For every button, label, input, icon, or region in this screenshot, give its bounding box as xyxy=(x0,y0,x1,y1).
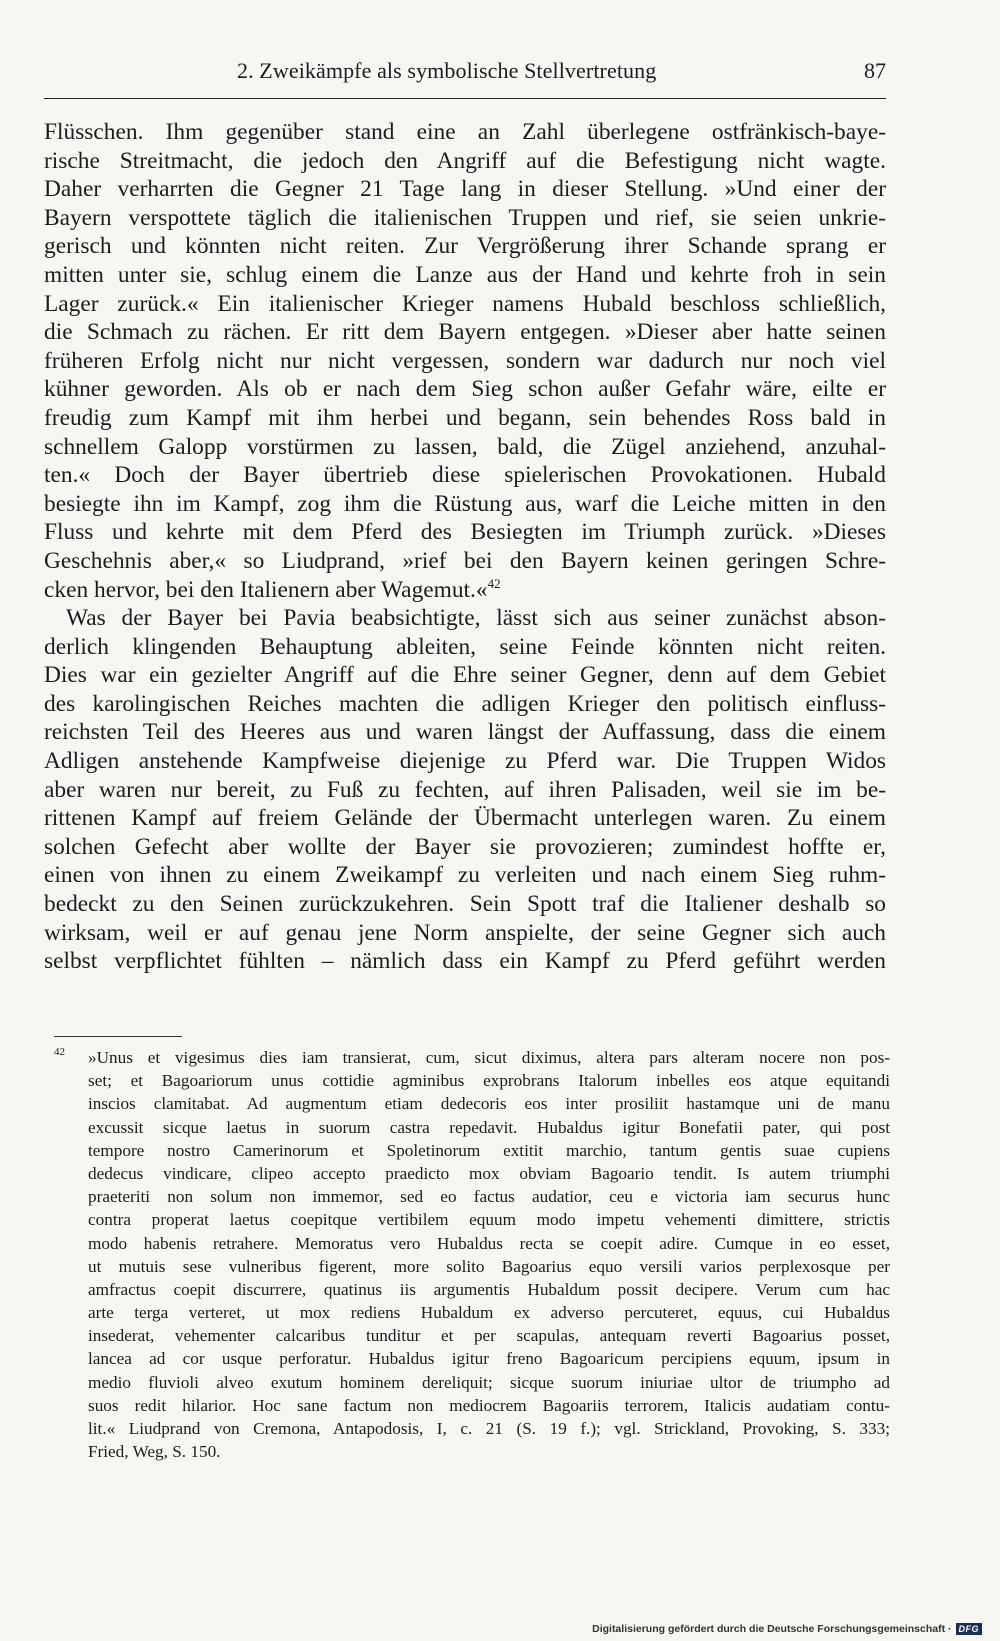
footnote-line: medio fluvioli alveo exutum hominem dereliquit; sicque suorum iniuriae ultor de triumpho ad xyxy=(88,1372,890,1392)
footnote-line: Fried, Weg, S. 150. xyxy=(88,1442,221,1462)
footnote-line: set; et Bagoariorum unus cottidie agminibus exprobrans Italorum inbelles eos atque equitandi xyxy=(88,1071,890,1091)
text-line: mitten unter sie, schlug einem die Lanze aus der Hand und kehrte froh in sein xyxy=(44,261,886,288)
text-line: solchen Gefecht aber wollte der Bayer sie provozieren; zumindest hoffte er, xyxy=(44,833,886,860)
footnote-line: lit.« Liudprand von Cremona, Antapodosis, I, c. 21 (S. 19 f.); vgl. Strickland, Provoking, S. 333; xyxy=(88,1419,890,1438)
text-line: einen von ihnen zu einem Zweikampf zu verleiten und nach einem Sieg ruhm- xyxy=(44,862,886,889)
text-line: Daher verharrten die Gegner 21 Tage lang in dieser Stellung. »Und einer der xyxy=(44,176,886,203)
footnote-line: suos redit hilarior. Hoc sane factum non mediocrem Bagoariis terrorem, Italicis audatiam contu- xyxy=(88,1395,890,1415)
text-line: Adligen anstehende Kampfweise diejenige zu Pferd war. Die Truppen Widos xyxy=(44,748,886,775)
footnote-line: excussit sicque laetus in suorum castra repedavit. Hubaldus igitur Bonefatii pater, qui post xyxy=(88,1117,890,1137)
footnote-line: amfractus coepit discurrere, quatinus iis argumentis Hubaldum possit decipere. Verum cum hac xyxy=(88,1279,890,1299)
footnote-line: lancea ad cor usque perforatur. Hubaldus igitur freno Bagoaricum percipiens equum, ipsum in xyxy=(88,1349,890,1369)
text-line: Geschehnis aber,« so Liudprand, »rief bei den Bayern keinen geringen Schre- xyxy=(44,547,886,574)
page-number: 87 xyxy=(864,58,886,83)
text-line: des karolingischen Reiches machten die adligen Krieger den politisch einfluss- xyxy=(44,690,886,717)
text-line: Bayern verspottete täglich die italienischen Truppen und rief, sie seien unkrie- xyxy=(44,204,886,231)
text-line: cken hervor, bei den Italienern aber Wagemut.«$^{42}$ xyxy=(44,575,501,603)
footnote-line: arte terga verteret, ut mox rediens Hubaldum ex adverso percuteret, equus, cui Hubaldus xyxy=(88,1303,890,1323)
text-line: Fluss und kehrte mit dem Pferd des Besiegten im Triumph zurück. »Dieses xyxy=(44,519,886,546)
main-text xyxy=(44,118,886,976)
footnote-text xyxy=(58,1046,890,1463)
footnote-line: »Unus et vigesimus dies iam transierat, cum, sicut diximus, altera pars alteram nocere non pos- xyxy=(88,1048,890,1067)
text-line: die Schmach zu rächen. Er ritt dem Bayern entgegen. »Dieser aber hatte seinen xyxy=(44,319,886,346)
footnote-line: dedecus vindicare, clipeo accepto praedicto mox obviam Bagoario tendit. Is autem triumphi xyxy=(88,1163,890,1183)
credit-text: Digitalisierung gefördert durch die Deutsche Forschungsgemeinschaft · xyxy=(592,1623,952,1635)
text-line: gerisch und könnten nicht reiten. Zur Vergrößerung ihrer Schande sprang er xyxy=(44,233,886,260)
text-line: Flüsschen. Ihm gegenüber stand eine an Zahl überlegene ostfränkisch-baye- xyxy=(44,119,886,145)
text-line: wirksam, weil er auf genau jene Norm anspielte, der seine Gegner sich auch xyxy=(44,919,886,946)
running-head: 2. Zweikämpfe als symbolische Stellvertretung xyxy=(237,58,657,83)
footnote-line: contra properat laetus coepitque vertibilem equum modo impetu vehementi dimittere, strictis xyxy=(88,1210,890,1230)
text-line: selbst verpflichtet fühlten – nämlich dass ein Kampf zu Pferd geführt werden xyxy=(44,948,886,975)
footnote-line: inscios clamitabat. Ad augmentum etiam dedecoris eos inter prosiliit hastamque uni de manu xyxy=(88,1094,890,1114)
page-header xyxy=(44,58,886,99)
text-line: freudig zum Kampf mit ihm herbei und begann, sein behendes Ross bald in xyxy=(44,404,886,431)
footnote-line: tempore nostro Camerinorum et Spoletinorum extitit marchio, tantum gentis suae cupiens xyxy=(88,1140,890,1160)
text-line: reichsten Teil des Heeres aus und waren längst der Auffassung, dass die einem xyxy=(44,719,886,746)
footnote-line: praeteriti non solum non immemor, sed eo factus audatior, ceu e victoria iam securus hunc xyxy=(88,1187,890,1207)
text-line: früheren Erfolg nicht nur nicht vergessen, sondern war dadurch nur noch viel xyxy=(44,347,886,374)
text-line: bedeckt zu den Seinen zurückzukehren. Sein Spott traf die Italiener deshalb so xyxy=(44,891,886,918)
footnote-number: 42 xyxy=(54,1046,65,1058)
text-line: schnellem Galopp vorstürmen zu lassen, bald, die Zügel anziehend, anzuhal- xyxy=(44,433,886,460)
text-line: Lager zurück.« Ein italienischer Krieger namens Hubald beschloss schließlich, xyxy=(44,290,886,317)
footnote-line: modo habenis retrahere. Memoratus vero Hubaldus recta se coepit adire. Cumque in eo esset, xyxy=(88,1233,890,1253)
text-line: rittenen Kampf auf freiem Gelände der Übermacht unterlegen waren. Zu einem xyxy=(44,805,886,832)
text-line: kühner geworden. Als ob er nach dem Sieg schon außer Gefahr wäre, eilte er xyxy=(44,376,886,403)
text-line: derlich klingenden Behauptung ableiten, seine Feinde könnten nicht reiten. xyxy=(44,633,886,660)
footnote-separator xyxy=(54,1036,182,1037)
digitization-credit xyxy=(592,1623,982,1635)
text-line: aber waren nur bereit, zu Fuß zu fechten, auf ihren Palisaden, weil sie im be- xyxy=(44,776,886,803)
footnotes xyxy=(54,1046,890,1463)
text-line: Was der Bayer bei Pavia beabsichtigte, lässt sich aus seiner zunächst abson- xyxy=(66,605,886,632)
footnote-line: insederat, vehementer calcaribus tunditur et per scapulas, antequam reverti Bagoarius posset, xyxy=(88,1326,890,1346)
dfg-logo: DFG xyxy=(956,1623,983,1635)
footnote-line: ut mutuis sese vulneribus figerent, more solito Bagoarius equo versili varios perplexosque per xyxy=(88,1256,890,1276)
text-line: besiegte ihn im Kampf, zog ihm die Rüstung aus, warf die Leiche mitten in den xyxy=(44,490,886,517)
text-line: rische Streitmacht, die jedoch den Angriff auf die Befestigung nicht wagte. xyxy=(44,147,886,174)
footnote-reference: 42 xyxy=(487,575,501,591)
text-line: ten.« Doch der Bayer übertrieb diese spielerischen Provokationen. Hubald xyxy=(44,462,886,489)
text-line: Dies war ein gezielter Angriff auf die Ehre seiner Gegner, denn auf dem Gebiet xyxy=(44,662,886,689)
